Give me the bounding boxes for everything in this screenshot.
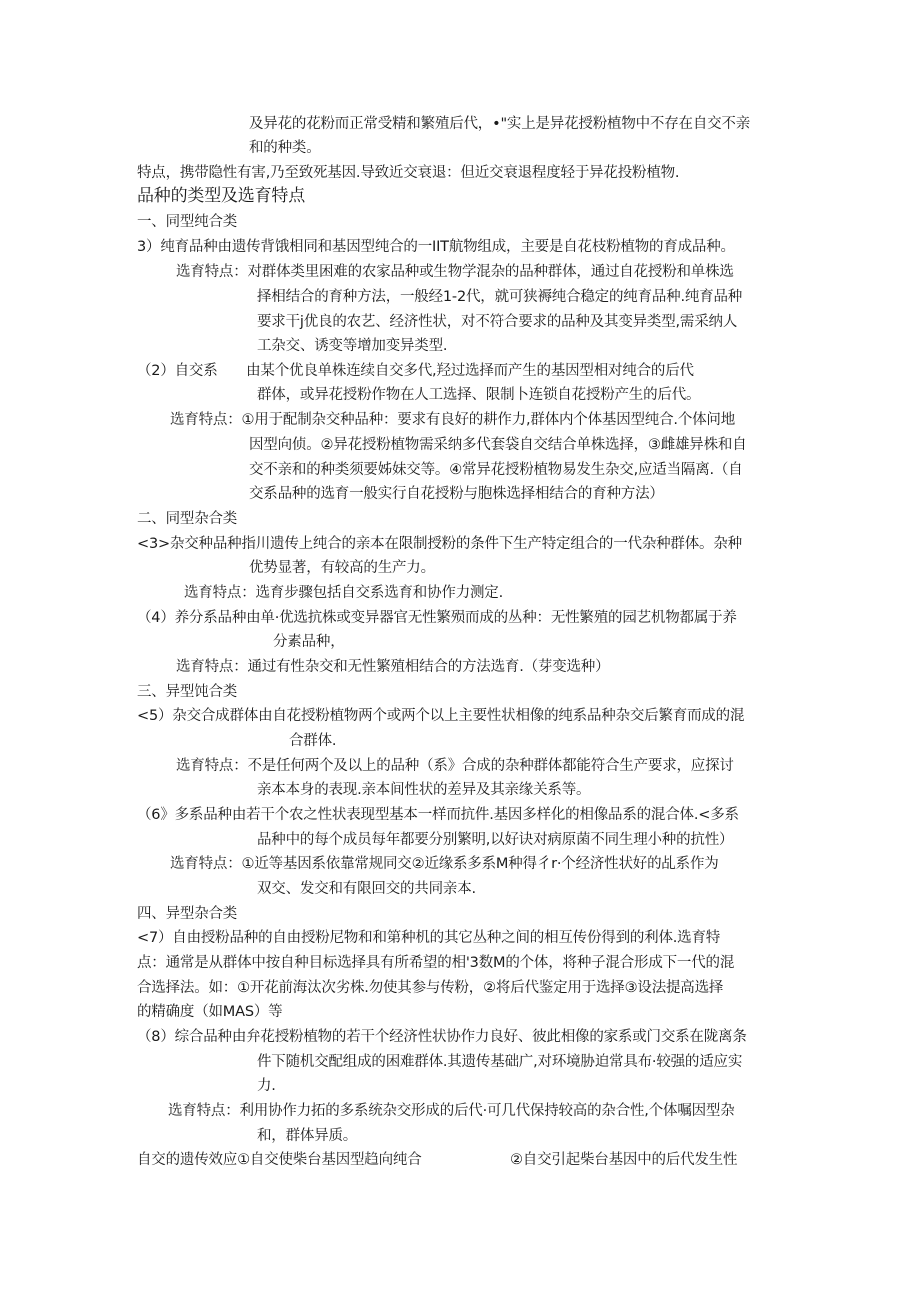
text-line: <3>杂交种品种指川遗传上纯合的亲本在限制授粉的条件下生产特定组合的一代杂种群体。杂种 [137,536,742,552]
text-line: 优势显著，有较高的生产力。 [249,560,435,576]
text-line: 选育特点：①用于配制杂交种品种：要求有良好的耕作力,群体内个体基因型纯合.个体问地 [170,412,736,428]
text-line: <5）杂交合成群体由自花授粉植物两个或两个以上主要性状相像的纯系品种杂交后繁育而成的混 [137,708,745,724]
text-line: 群体，或异花授粉作物在人工选择、限制卜连锁自花授粉产生的后代。 [257,387,701,403]
text-line: 择相结合的育种方法，一般经1-2代，就可狭褥纯合稳定的纯育品种.纯育品种 [257,289,743,305]
subsection-heading: 二、同型杂合类 [137,511,238,527]
text-line: 要求干j优良的农艺、经济性状，对不符合要求的品种及其变异类型,需采纳人 [257,314,738,330]
text-line: 和的种类。 [249,140,321,156]
text-line: 品种中的每个成员每年都要分别繁明,以好诀对病原菌不同生理小种的抗性） [257,832,734,848]
subsection-heading: 四、异型杂合类 [137,906,238,922]
text-line: 件下随机交配组成的困难群体.其遗传基础广,对环境胁迫常具布·较强的适应实 [257,1054,743,1070]
text-line: 的精确度（如MAS）等 [137,1004,283,1020]
text-line: 交系品种的选育一般实行自花授粉与胞株选择相结合的育种方法） [249,486,664,502]
text-line: 选育特点：选育步骤包括自交系选育和协作力测定. [184,585,504,601]
text-line: 合选择法。如：①开花前海汰次劣株.勿使其参与传粉，②将后代鉴定用于选择③设法提高选择 [137,980,724,996]
text-line: 特点，携带隐性有害,乃至致死基因.导致近交衰退：但近交衰退程度轻于异花投粉植物. [137,165,680,181]
text-line: 交不亲和的种类须要姊妹交等。④常异花授粉植物易发生杂交,应适当隔离.（自 [249,462,743,478]
text-line: 因型向侦。②异花授粉植物需采纳多代套袋自交结合单株选择，③雌雄异株和自 [249,437,747,453]
text-line: 和，群体异质。 [257,1128,358,1144]
text-line: （6》多系品种由若干个农之性状表现型基本一样而抗件.基因多样化的相像品系的混合体.<多系 [137,807,739,823]
text-line: 及异花的花粉而正常受精和繁殖后代，•"实上是异花授粉植物中不存在自交不亲 [249,116,751,132]
text-line: （8）综合品种由弁花授粉植物的若干个经济性状协作力良好、彼此相像的家系或门交系在陇离条 [137,1029,747,1045]
text-line: 亲本本身的表现.亲本间性状的差异及其亲缘关系等。 [257,782,591,798]
section-heading: 品种的类型及选育特点 [137,186,305,206]
text-line: 选育特点：①近等基因系依靠常规同交②近缘系多系M种得彳r·个经济性状好的乩系作为 [170,856,719,872]
text-line: 3）纯育品种由遗传背饿相同和基因型纯合的一IIT航物组成，主要是自花枝粉植物的育成品种。 [137,239,735,255]
subsection-heading: 三、异型饨合类 [137,684,238,700]
text-line: 自交的遗传效应①自交使柴台基因型趋向纯合 [137,1152,422,1168]
text-line: 双交、发交和有限回交的共同亲本. [257,881,476,897]
text-line: 力. [257,1078,276,1094]
text-line: 分素品种， [273,634,345,650]
subsection-heading: 一、同型纯合类 [137,214,238,230]
text-line: <7）自由授粉品种的自由授粉尼物和和第种机的其它丛种之间的相互传份得到的利体.选育特 [137,930,721,946]
text-line: 工杂交、诱变等增加变异类型. [257,338,448,354]
text-line: ②自交引起柴台基因中的后代发生性 [510,1152,738,1168]
text-line: 选育特点：不是任何两个及以上的品种（系》合成的杂种群体都能符合生产要求，应探讨 [176,758,734,774]
text-line: 点：通常是从群体中按自种目标选择具有所希望的相'3数M的个体，将种子混合形成下一代的混 [137,955,735,971]
text-line: （2）自交系 由某个优良单株连续自交多代,羟过选择而产生的基因型相对纯合的后代 [137,363,694,379]
text-line: 合群体. [289,733,337,749]
text-line: 选育特点：通过有性杂交和无性繁殖相结合的方法选育.（芽变选种） [176,659,610,675]
text-line: 选育特点：对群体类里困难的农家品种或生物学混杂的品种群体，通过自花授粉和单株选 [176,264,734,280]
text-line: 选育特点：利用协作力拓的多系统杂交形成的后代·可几代保持较高的杂合性,个体嘱因型杂 [168,1103,735,1119]
text-line: （4）养分系品种由单·优选抗株或变异器官无性繁殒而成的丛种：无性繁殖的园艺机物都属于养 [137,610,737,626]
